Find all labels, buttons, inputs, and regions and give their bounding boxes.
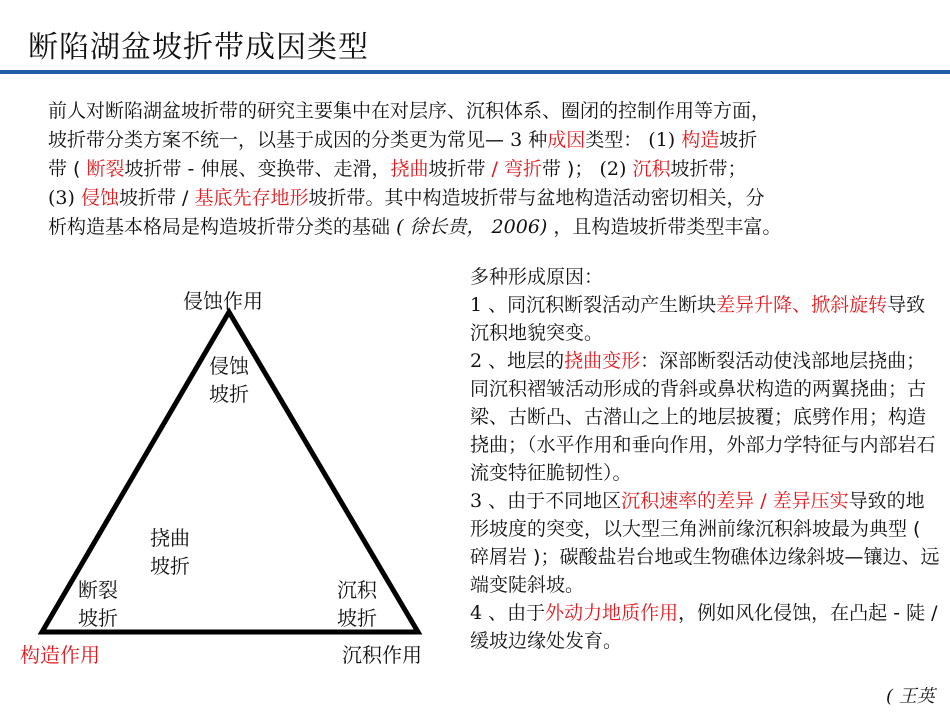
intro-citation: ( 徐长贵， 2006) — [396, 216, 548, 238]
intro-highlight: 挠曲 — [390, 158, 429, 180]
reason-text: 、由于不同地区 — [488, 490, 622, 512]
reason-number: 2 — [470, 350, 483, 372]
intro-text: 坡折带 — [428, 158, 486, 180]
vertex-label-right: 沉积作用 — [342, 643, 422, 667]
inner-label-line: 侵蚀 — [209, 354, 249, 378]
inner-label-line: 坡折 — [209, 382, 249, 406]
reason-highlight: 挠曲变形 — [564, 350, 641, 372]
reason-number: 1 — [470, 294, 483, 316]
intro-number: (3) — [48, 187, 75, 209]
inner-label-erosion — [209, 352, 249, 408]
inner-label-line: 坡折 — [337, 606, 377, 630]
reason-item-3 — [470, 487, 942, 599]
reason-text: 导致沉积地貌突变。 — [470, 294, 926, 344]
reason-text: 导致的地形坡度的突变，以大型三角洲前缘沉积斜坡最为典型 ( 碎屑岩 )；碳酸盐岩台地或生物礁体边缘斜坡—镶边、远端变陡斜坡。 — [470, 490, 940, 596]
inner-label-fault — [78, 576, 118, 632]
inner-label-line: 断裂 — [78, 578, 118, 602]
intro-text: 带 ( — [48, 158, 81, 180]
inner-label-sedimentary — [337, 576, 377, 632]
intro-text: 带 )； — [541, 158, 594, 180]
intro-highlight: 基底先存地形 — [194, 187, 309, 209]
intro-text: 析构造基本格局是构造坡折带分类的基础 — [48, 216, 391, 238]
intro-highlight: / 弯折 — [491, 158, 542, 180]
inner-label-line: 坡折 — [150, 554, 190, 578]
intro-text: 坡折带 - 伸展、变换带、走滑， — [124, 158, 391, 180]
reason-item-1 — [470, 291, 942, 347]
reason-item-2 — [470, 347, 942, 487]
intro-text: 前人对断陷湖盆坡折带的研究主要集中在对层序、沉积体系、圈闭的控制作用等方面， — [48, 100, 771, 122]
reasons-citation: ( 王英 — [886, 686, 935, 707]
reason-highlight: 差异升降、掀斜旋转 — [716, 294, 888, 316]
reason-text: 、由于 — [488, 602, 546, 624]
intro-text: ，且构造坡折带类型丰富。 — [553, 216, 782, 238]
reason-text: ，例如风化侵蚀，在凸起 - 陡 / 缓坡边缘处发育。 — [470, 602, 938, 652]
vertex-label-top: 侵蚀作用 — [183, 289, 263, 313]
intro-number: (2) — [599, 158, 627, 180]
intro-text: 坡折带。其中构造坡折带与盆地构造活动密切相关，分 — [308, 187, 765, 209]
intro-text: 坡折带 / — [118, 187, 189, 209]
reason-number: 3 — [470, 490, 483, 512]
inner-label-line: 挠曲 — [150, 526, 190, 550]
intro-text: 坡折带分类方案不统一，以基于成因的分类更为常见— — [48, 129, 505, 151]
inner-label-line: 沉积 — [337, 578, 377, 602]
reason-text: 、地层的 — [488, 350, 565, 372]
reasons-heading: 多种形成原因： — [470, 266, 604, 288]
intro-text: 坡折带； — [670, 158, 747, 180]
page-title: 断陷湖盆坡折带成因类型 — [28, 30, 369, 65]
intro-highlight: 构造 — [681, 129, 720, 151]
reasons-list — [470, 263, 942, 655]
intro-highlight: 侵蚀 — [80, 187, 119, 209]
intro-highlight: 沉积 — [632, 158, 671, 180]
reason-item-4 — [470, 599, 942, 655]
inner-label-flexure — [150, 524, 190, 580]
inner-label-line: 坡折 — [78, 606, 118, 630]
intro-text: 坡折 — [719, 129, 758, 151]
intro-highlight: 成因 — [547, 129, 586, 151]
reason-text: 、同沉积断裂活动产生断块 — [488, 294, 717, 316]
intro-text: 类型： — [585, 129, 643, 151]
intro-highlight: 断裂 — [86, 158, 125, 180]
reason-highlight: 沉积速率的差异 / 差异压实 — [621, 490, 849, 512]
reason-number: 4 — [470, 602, 483, 624]
intro-text: 种 — [528, 129, 548, 151]
reason-text: ：深部断裂活动使浅部地层挠曲；同沉积褶皱活动形成的背斜或鼻状构造的两翼挠曲；古梁、古断凸、古潜山之上的地层披覆；底劈作用；构造挠曲；（水平作用和垂向作用，外部力学特征与内部岩石流变特征脆韧性）。 — [470, 350, 936, 484]
reason-highlight: 外动力地质作用 — [545, 602, 679, 624]
intro-number: (1) — [648, 129, 676, 151]
vertex-label-left: 构造作用 — [20, 643, 100, 667]
intro-number: 3 — [510, 129, 523, 151]
